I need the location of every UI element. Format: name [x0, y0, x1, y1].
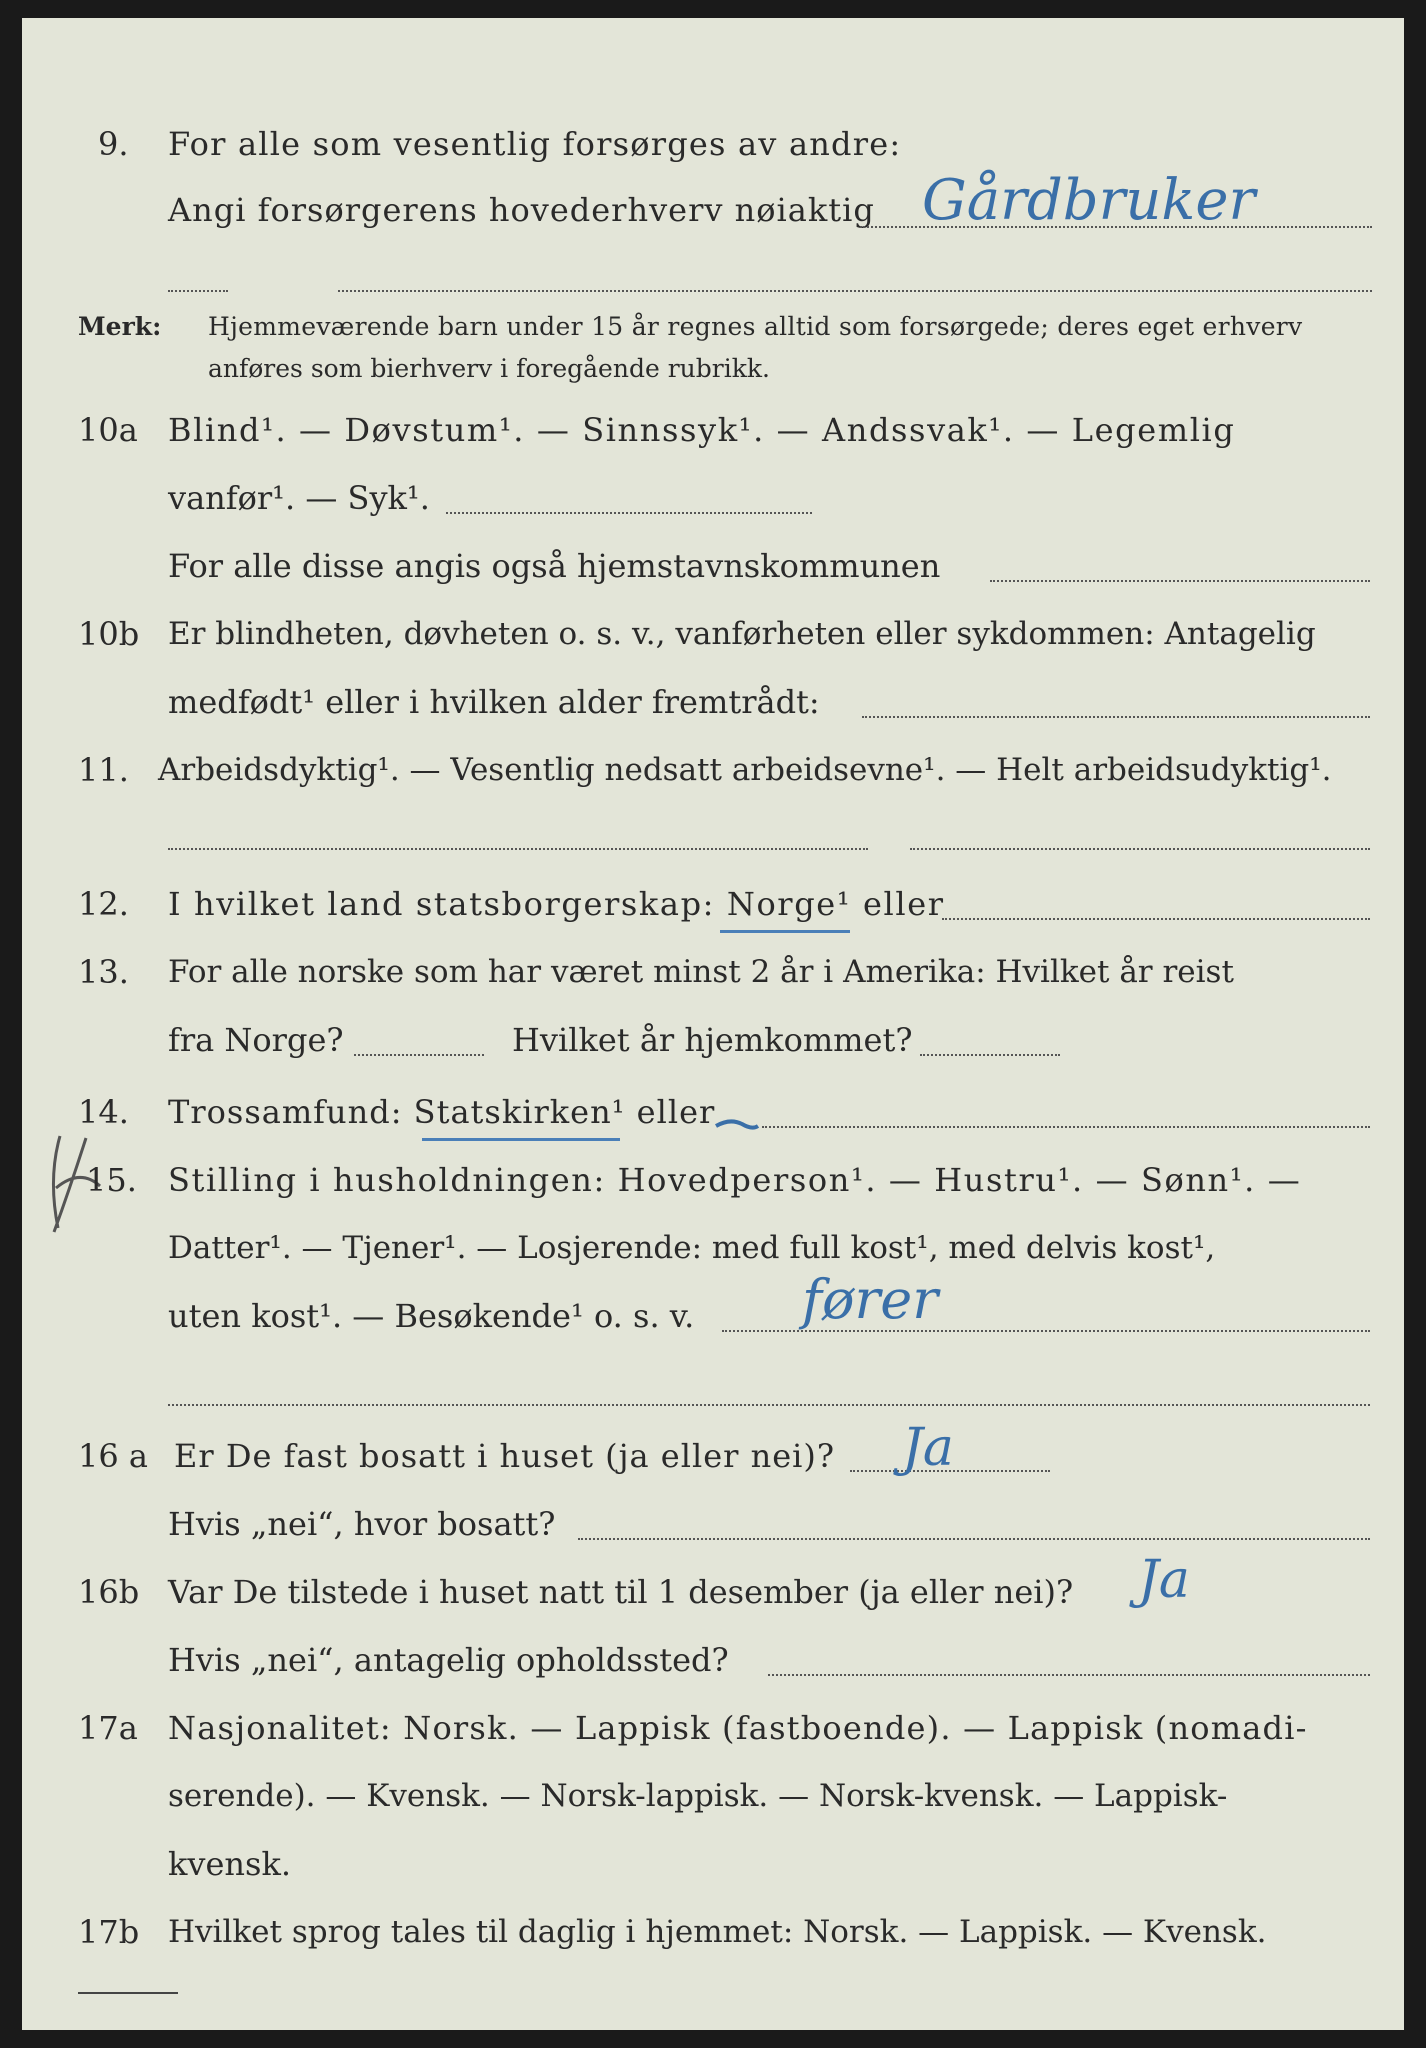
q15-line1: Stilling i husholdningen: Hovedperson¹. — Hustru¹. — Sønn¹. — [168, 1161, 1302, 1199]
q11-line1: Arbeidsdyktig¹. — Vesentlig nedsatt arbeidsevne¹. — Helt arbeidsudyktig¹. [158, 752, 1332, 788]
q13-hjemkommet-line [920, 1054, 1060, 1056]
item-number-16a: 16 a [78, 1437, 148, 1475]
q9-extra-line-left [168, 290, 228, 292]
q12-line1: I hvilket land statsborgerskap: Norge¹ eller [168, 885, 945, 923]
q10a-line2: vanfør¹. — Syk¹. [168, 479, 430, 517]
q10a-hjemstavn-line [990, 580, 1370, 582]
q11-answer-line-a [168, 848, 868, 850]
q13-reist-line [354, 1054, 484, 1056]
q13-line1: For alle norske som har været minst 2 år i Amerika: Hvilket år reist [168, 954, 1234, 990]
q15-handwritten-answer: fører [802, 1268, 939, 1331]
census-form-page [22, 18, 1404, 2030]
item-number-11: 11. [78, 751, 129, 789]
q17a-line2: serende). — Kvensk. — Norsk-lappisk. — Norsk-kvensk. — Lappisk- [168, 1778, 1228, 1814]
q10b-line1: Er blindheten, døvheten o. s. v., vanførheten eller sykdommen: Antagelig [168, 616, 1316, 652]
q15-line2: Datter¹. — Tjener¹. — Losjerende: med full kost¹, med delvis kost¹, [168, 1230, 1216, 1266]
q10b-answer-line [862, 716, 1370, 718]
q16b-opholdssted-line [768, 1674, 1370, 1676]
merk-line1: Hjemmeværende barn under 15 år regnes alltid som forsørgede; deres eget erhverv [208, 312, 1303, 341]
q14-line1: Trossamfund: Statskirken¹ eller [168, 1093, 716, 1131]
q14-statskirken-underline [422, 1138, 620, 1141]
q13-line2b: Hvilket år hjemkommet? [512, 1021, 913, 1059]
q16b-line1: Var De tilstede i huset natt til 1 desember (ja eller nei)? [168, 1573, 1074, 1611]
merk-line2: anføres som bierhverv i foregående rubrikk. [208, 354, 770, 383]
q11-answer-line-b [910, 848, 1370, 850]
item-number-17a: 17a [78, 1709, 138, 1747]
q14-answer-line [762, 1126, 1370, 1128]
q15-extra-line [168, 1404, 1370, 1406]
item-number-10b: 10b [78, 615, 140, 653]
q10a-line3: For alle disse angis også hjemstavnskommunen [168, 547, 941, 585]
item-number-10a: 10a [78, 411, 138, 449]
q9-handwritten-answer: Gårdbruker [922, 168, 1256, 233]
q16a-line2: Hvis „nei“, hvor bosatt? [168, 1505, 556, 1543]
q17b-line1: Hvilket sprog tales til daglig i hjemmet: Norsk. — Lappisk. — Kvensk. [168, 1914, 1267, 1950]
q12-norge-underline [720, 930, 850, 933]
q13-line2a: fra Norge? [168, 1021, 344, 1059]
q17a-line3: kvensk. [168, 1845, 291, 1883]
q17a-line1: Nasjonalitet: Norsk. — Lappisk (fastboende). — Lappisk (nomadi- [168, 1709, 1308, 1747]
q16a-line1: Er De fast bosatt i huset (ja eller nei)? [174, 1437, 836, 1475]
footnote-rule [78, 1992, 178, 1994]
item-number-15: 15. [86, 1161, 137, 1199]
q15-line3: uten kost¹. — Besøkende¹ o. s. v. [168, 1297, 695, 1335]
q16b-line2: Hvis „nei“, antagelig opholdssted? [168, 1641, 729, 1679]
q16b-handwritten-answer: Ja [1138, 1550, 1190, 1610]
q16a-handwritten-answer: Ja [902, 1418, 954, 1478]
q16a-bosatt-line [578, 1538, 1370, 1540]
item-number-16b: 16b [78, 1573, 140, 1611]
item-number-14: 14. [78, 1093, 129, 1131]
q10a-line1: Blind¹. — Døvstum¹. — Sinnssyk¹. — Andssvak¹. — Legemlig [168, 411, 1236, 449]
item-number-12: 12. [78, 885, 129, 923]
q12-answer-line [942, 918, 1370, 920]
item-number-9: 9. [98, 125, 129, 163]
item-number-17b: 17b [78, 1913, 140, 1951]
merk-label: Merk: [78, 312, 162, 341]
q9-line2: Angi forsørgerens hovederhverv nøiaktig [168, 191, 875, 229]
q14-pen-mark-icon [712, 1110, 762, 1140]
q10a-answer-line [446, 512, 812, 514]
item-number-13: 13. [78, 953, 129, 991]
q9-extra-line [338, 290, 1372, 292]
q10b-line2: medfødt¹ eller i hvilken alder fremtrådt: [168, 683, 820, 721]
q9-line1: For alle som vesentlig forsørges av andre: [168, 125, 902, 163]
